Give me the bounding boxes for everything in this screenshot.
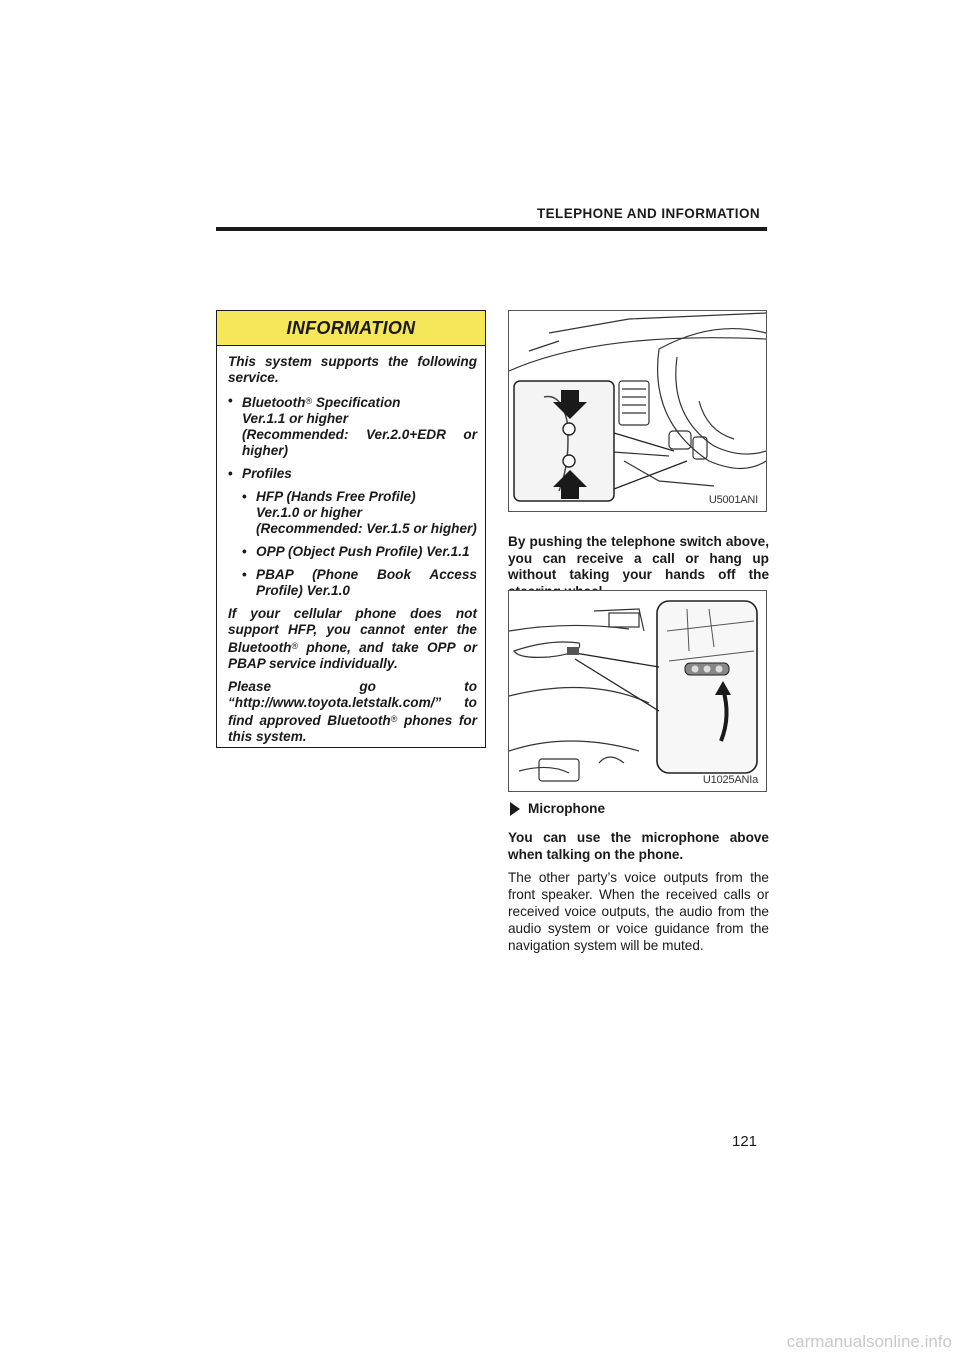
microphone-heading-text: Microphone	[528, 801, 606, 816]
microphone-drawing	[509, 591, 766, 791]
hfp-name: HFP (Hands Free Profile)	[256, 489, 416, 504]
registered-mark: ®	[291, 641, 299, 651]
information-box	[216, 310, 486, 748]
bullet-profiles	[228, 466, 477, 482]
information-title: INFORMATION	[286, 317, 416, 338]
information-header	[217, 311, 485, 346]
microphone-heading	[508, 801, 605, 816]
bullet-dot: •	[228, 466, 233, 481]
figure-code: U5001ANI	[708, 494, 758, 506]
bluetooth-word: Bluetooth	[228, 640, 292, 655]
figure-code: U1025ANIa	[702, 774, 758, 786]
bt-spec-recommended: (Recommended: Ver.2.0+EDR or higher)	[242, 427, 477, 458]
url-note	[228, 679, 477, 745]
watermark: carmanualsonline.info	[786, 1332, 952, 1351]
url-note-part1: Please go to “http://www.toyota.letstalk.com/” to find approved	[228, 679, 477, 728]
bullet-opp	[242, 544, 477, 560]
opp-text: OPP (Object Push Profile) Ver.1.1	[256, 544, 470, 559]
bluetooth-word: Bluetooth	[327, 713, 391, 728]
header-rule	[216, 227, 767, 231]
steering-switch-drawing	[509, 311, 766, 511]
bullet-dot: •	[228, 393, 233, 408]
bullet-dot: •	[242, 544, 247, 559]
bt-spec-tail: Specification	[312, 395, 401, 410]
bullet-bluetooth-spec	[228, 393, 477, 459]
profiles-label: Profiles	[242, 466, 292, 481]
bluetooth-word: Bluetooth	[242, 395, 306, 410]
bullet-pbap	[242, 567, 477, 599]
microphone-paragraph: The other party’s voice outputs from the front speaker. When the received calls or received voice outputs, the audio from the audio system or voice guidance from the navigation system will be muted.	[508, 870, 769, 953]
pbap-text: PBAP (Phone Book Access Profile) Ver.1.0	[256, 567, 477, 598]
bt-spec-version: Ver.1.1 or higher	[242, 411, 349, 426]
bullet-hfp	[242, 489, 477, 537]
information-body	[217, 346, 485, 745]
steering-switch-illustration	[508, 310, 767, 512]
bullet-dot: •	[242, 489, 247, 504]
bullet-dot: •	[242, 567, 247, 582]
triangle-bullet-icon	[510, 802, 520, 816]
microphone-illustration	[508, 590, 767, 792]
hfp-note	[228, 606, 477, 672]
switch-caption: By pushing the telephone switch above, you can receive a call or hang up without taking your hands off the	[508, 534, 769, 582]
running-head: TELEPHONE AND INFORMATION	[537, 206, 760, 221]
registered-mark: ®	[305, 396, 313, 406]
microphone-bold-paragraph: You can use the microphone above when talking on the phone.	[508, 830, 769, 862]
hfp-version: Ver.1.0 or higher	[256, 505, 363, 520]
hfp-note-part2: phone, and take OPP or PBAP service individually.	[228, 640, 477, 671]
url-note-part2: phones for this system.	[228, 713, 477, 744]
hfp-note-part1: If your cellular phone does not support HFP, you cannot enter the	[228, 606, 477, 637]
registered-mark: ®	[390, 714, 398, 724]
info-intro: This system supports the following service.	[228, 354, 477, 385]
page-number: 121	[732, 1133, 758, 1150]
hfp-recommended: (Recommended: Ver.1.5 or higher)	[256, 521, 477, 536]
